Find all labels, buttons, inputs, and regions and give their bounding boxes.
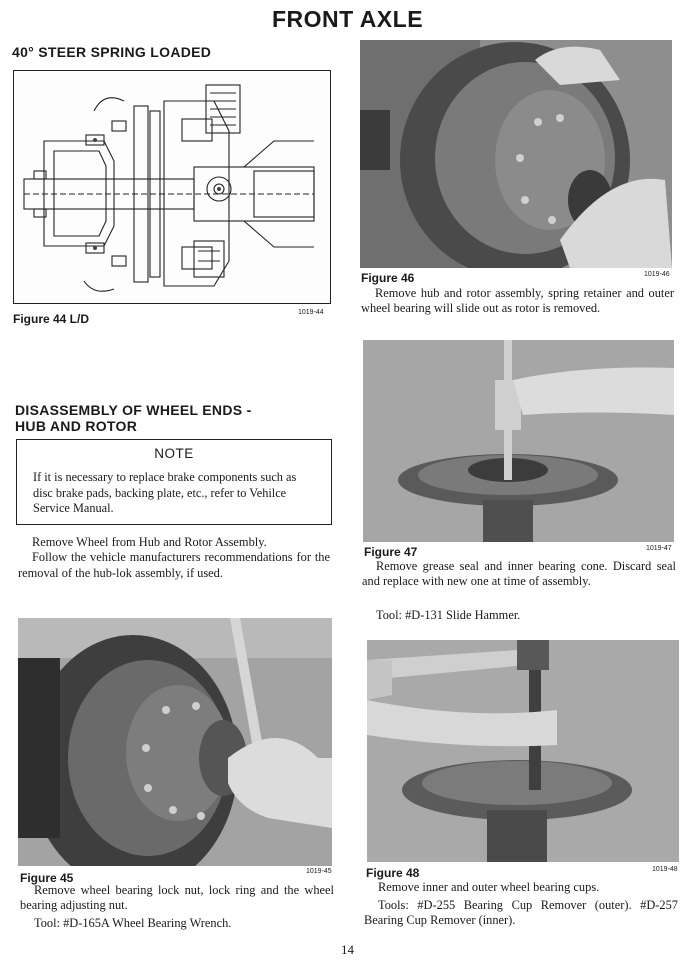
figure-47-text: Remove grease seal and inner bearing cone. Discard seal and replace with new one at time of assembly.: [362, 559, 676, 589]
page-title: FRONT AXLE: [271, 6, 424, 32]
hub-rotor-removal-image: [360, 40, 672, 268]
figure-48-tools: Tools: #D-255 Bearing Cup Remover (outer). #D-257 Bearing Cup Remover (inner).: [364, 898, 678, 928]
section-heading-steer: 40° STEER SPRING LOADED: [12, 44, 212, 60]
figure-46-caption: Figure 46: [361, 271, 415, 285]
note-box: [16, 439, 332, 525]
figure-48-code: 1019-48: [652, 866, 678, 873]
figure-45-text: Remove wheel bearing lock nut, lock ring and the wheel bearing adjusting nut.: [20, 883, 334, 913]
paragraph-line: Remove Wheel from Hub and Rotor Assembly.: [32, 535, 267, 549]
figure-44-caption: Figure 44 L/D: [13, 312, 90, 326]
figure-47-caption: Figure 47: [364, 545, 418, 559]
figure-44-code: 1019-44: [298, 309, 324, 316]
wrench-on-hub-image: [18, 618, 332, 866]
note-title: NOTE: [154, 446, 194, 461]
bearing-cup-remover-image: [367, 640, 679, 862]
figure-45-photo: [18, 618, 332, 866]
page-number: 14: [341, 942, 354, 957]
figure-47-tool: Tool: #D-131 Slide Hammer.: [376, 608, 521, 622]
figure-48-caption: Figure 48: [366, 866, 420, 880]
figure-46-photo: [360, 40, 672, 268]
figure-47-photo: [363, 340, 674, 542]
axle-cross-section-drawing: [14, 71, 330, 303]
figure-44-diagram: [13, 70, 331, 304]
figure-46-code: 1019-46: [644, 271, 670, 278]
figure-45-caption: Figure 45: [20, 871, 74, 885]
figure-45-code: 1019-45: [306, 868, 332, 875]
note-text: If it is necessary to replace brake components such as disc brake pads, backing plate, etc., refer to Vehilce Service Manual.: [33, 470, 297, 515]
section-heading-disassembly-line1: DISASSEMBLY OF WHEEL ENDS -: [15, 402, 252, 418]
figure-46-text: Remove hub and rotor assembly, spring retainer and outer wheel bearing will slide out as rotor is removed.: [361, 286, 674, 316]
figure-47-code: 1019-47: [646, 545, 672, 552]
slide-hammer-image: [363, 340, 674, 542]
paragraph-remove-wheel: [18, 535, 330, 581]
section-heading-disassembly-line2: HUB AND ROTOR: [15, 418, 138, 434]
figure-48-text: Remove inner and outer wheel bearing cups.: [378, 880, 600, 894]
paragraph-line: Follow the vehicle manufacturers recommendations for the removal of the hub-lok assembly, if used.: [18, 550, 330, 580]
figure-45-tool: Tool: #D-165A Wheel Bearing Wrench.: [34, 916, 232, 930]
figure-48-photo: [367, 640, 679, 862]
